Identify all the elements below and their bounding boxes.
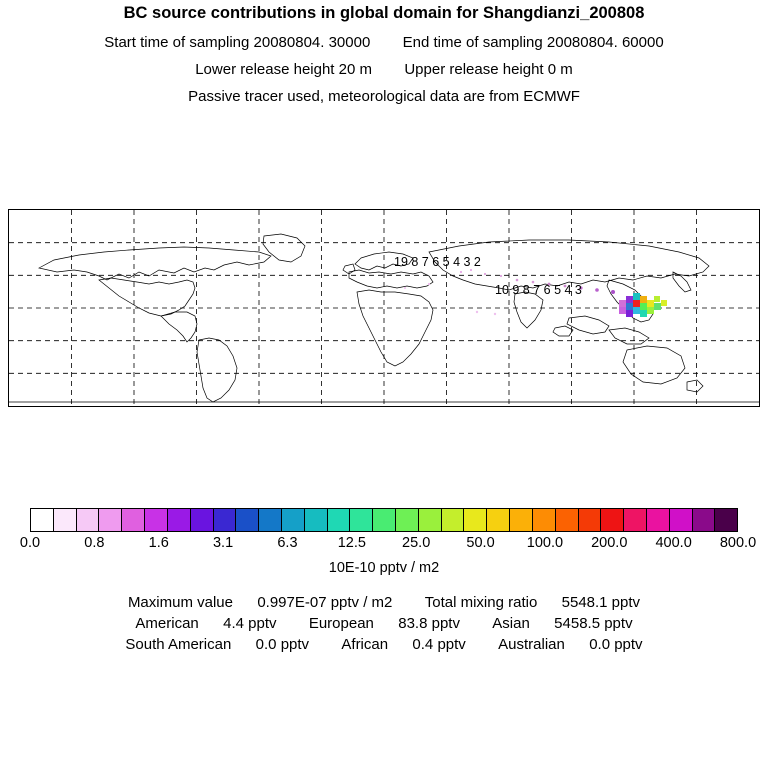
stats-row-summary [0, 594, 768, 611]
tracer-info-line: Passive tracer used, meteorological data are from ECMWF [188, 88, 580, 105]
total-mixing-ratio-value: 5548.1 pptv [561, 594, 641, 611]
colorbar-unit-label: 10E-10 pptv / m2 [328, 560, 440, 576]
receptor-plume [619, 293, 667, 317]
colorbar-cell [579, 509, 602, 531]
colorbar-cell [191, 509, 214, 531]
colorbar-cell [350, 509, 373, 531]
colorbar-cell [715, 509, 737, 531]
colorbar-tick-label: 1.6 [148, 535, 169, 551]
sampling-time-line [0, 34, 768, 51]
colorbar-cell [305, 509, 328, 531]
colorbar-tick-label: 100.0 [526, 535, 564, 551]
stats-row-regions-1 [0, 615, 768, 632]
colorbar-cell [282, 509, 305, 531]
colorbar-cell [601, 509, 624, 531]
colorbar-cell [624, 509, 647, 531]
colorbar-cell [77, 509, 100, 531]
colorbar-tick-label: 200.0 [591, 535, 628, 551]
colorbar-cell [54, 509, 77, 531]
region-label-european: European [308, 615, 374, 632]
colorbar-tick-label: 800.0 [719, 535, 757, 551]
colorbar-cell [670, 509, 693, 531]
lower-release-height-label: Lower release height 20 m [195, 61, 372, 78]
stats-row-regions-2 [0, 636, 768, 653]
colorbar-cell [647, 509, 670, 531]
colorbar-cell [259, 509, 282, 531]
region-label-asian: Asian [492, 615, 530, 632]
region-value-australian: 0.0 pptv [589, 636, 643, 653]
colorbar [30, 508, 738, 532]
colorbar-cell [510, 509, 533, 531]
region-label-south-american: South American [125, 636, 232, 653]
colorbar-tick-label: 400.0 [655, 535, 692, 551]
colorbar-cell [99, 509, 122, 531]
colorbar-cell [396, 509, 419, 531]
colorbar-cell [533, 509, 556, 531]
plume-label-north: 19 8 7 6 5 4 3 2 [394, 255, 481, 269]
max-value-label: Maximum value [127, 594, 233, 611]
colorbar-tick-label: 12.5 [337, 535, 366, 551]
world-map-panel [8, 209, 760, 407]
region-value-american: 4.4 pptv [223, 615, 277, 632]
region-value-african: 0.4 pptv [412, 636, 466, 653]
colorbar-cell [419, 509, 442, 531]
colorbar-cell [373, 509, 396, 531]
region-label-african: African [341, 636, 389, 653]
region-label-american: American [135, 615, 199, 632]
colorbar-cell [442, 509, 465, 531]
colorbar-cell [122, 509, 145, 531]
colorbar-cell [328, 509, 351, 531]
colorbar-cell [556, 509, 579, 531]
colorbar-tick-labels [0, 535, 768, 553]
max-value: 0.997E-07 pptv / m2 [257, 594, 393, 611]
end-time-label: End time of sampling 20080804. 60000 [402, 34, 664, 51]
colorbar-cell [31, 509, 54, 531]
total-mixing-ratio-label: Total mixing ratio [424, 594, 538, 611]
colorbar-cell [214, 509, 237, 531]
region-value-european: 83.8 pptv [398, 615, 460, 632]
plume-label-mid: 10 9 8 7 6 5 4 3 [495, 283, 582, 297]
colorbar-cell [236, 509, 259, 531]
colorbar-cell [487, 509, 510, 531]
colorbar-tick-label: 50.0 [466, 535, 495, 551]
colorbar-wrap [30, 508, 738, 532]
region-value-asian: 5458.5 pptv [554, 615, 633, 632]
region-label-australian: Australian [498, 636, 565, 653]
region-value-south-american: 0.0 pptv [255, 636, 310, 653]
start-time-label: Start time of sampling 20080804. 30000 [104, 34, 371, 51]
colorbar-cell [464, 509, 487, 531]
release-height-line [0, 61, 768, 78]
map-svg [9, 210, 759, 406]
colorbar-tick-label: 3.1 [212, 535, 234, 551]
stats-block [0, 594, 768, 653]
colorbar-cell [168, 509, 191, 531]
upper-release-height-label: Upper release height 0 m [404, 61, 573, 78]
colorbar-tick-label: 25.0 [402, 535, 431, 551]
colorbar-tick-label: 6.3 [277, 535, 298, 551]
colorbar-tick-label: 0.0 [19, 535, 41, 551]
colorbar-cell [145, 509, 168, 531]
page-title: BC source contributions in global domain for Shangdianzi_200808 [123, 4, 645, 22]
colorbar-tick-label: 0.8 [84, 535, 105, 551]
colorbar-cell [693, 509, 716, 531]
